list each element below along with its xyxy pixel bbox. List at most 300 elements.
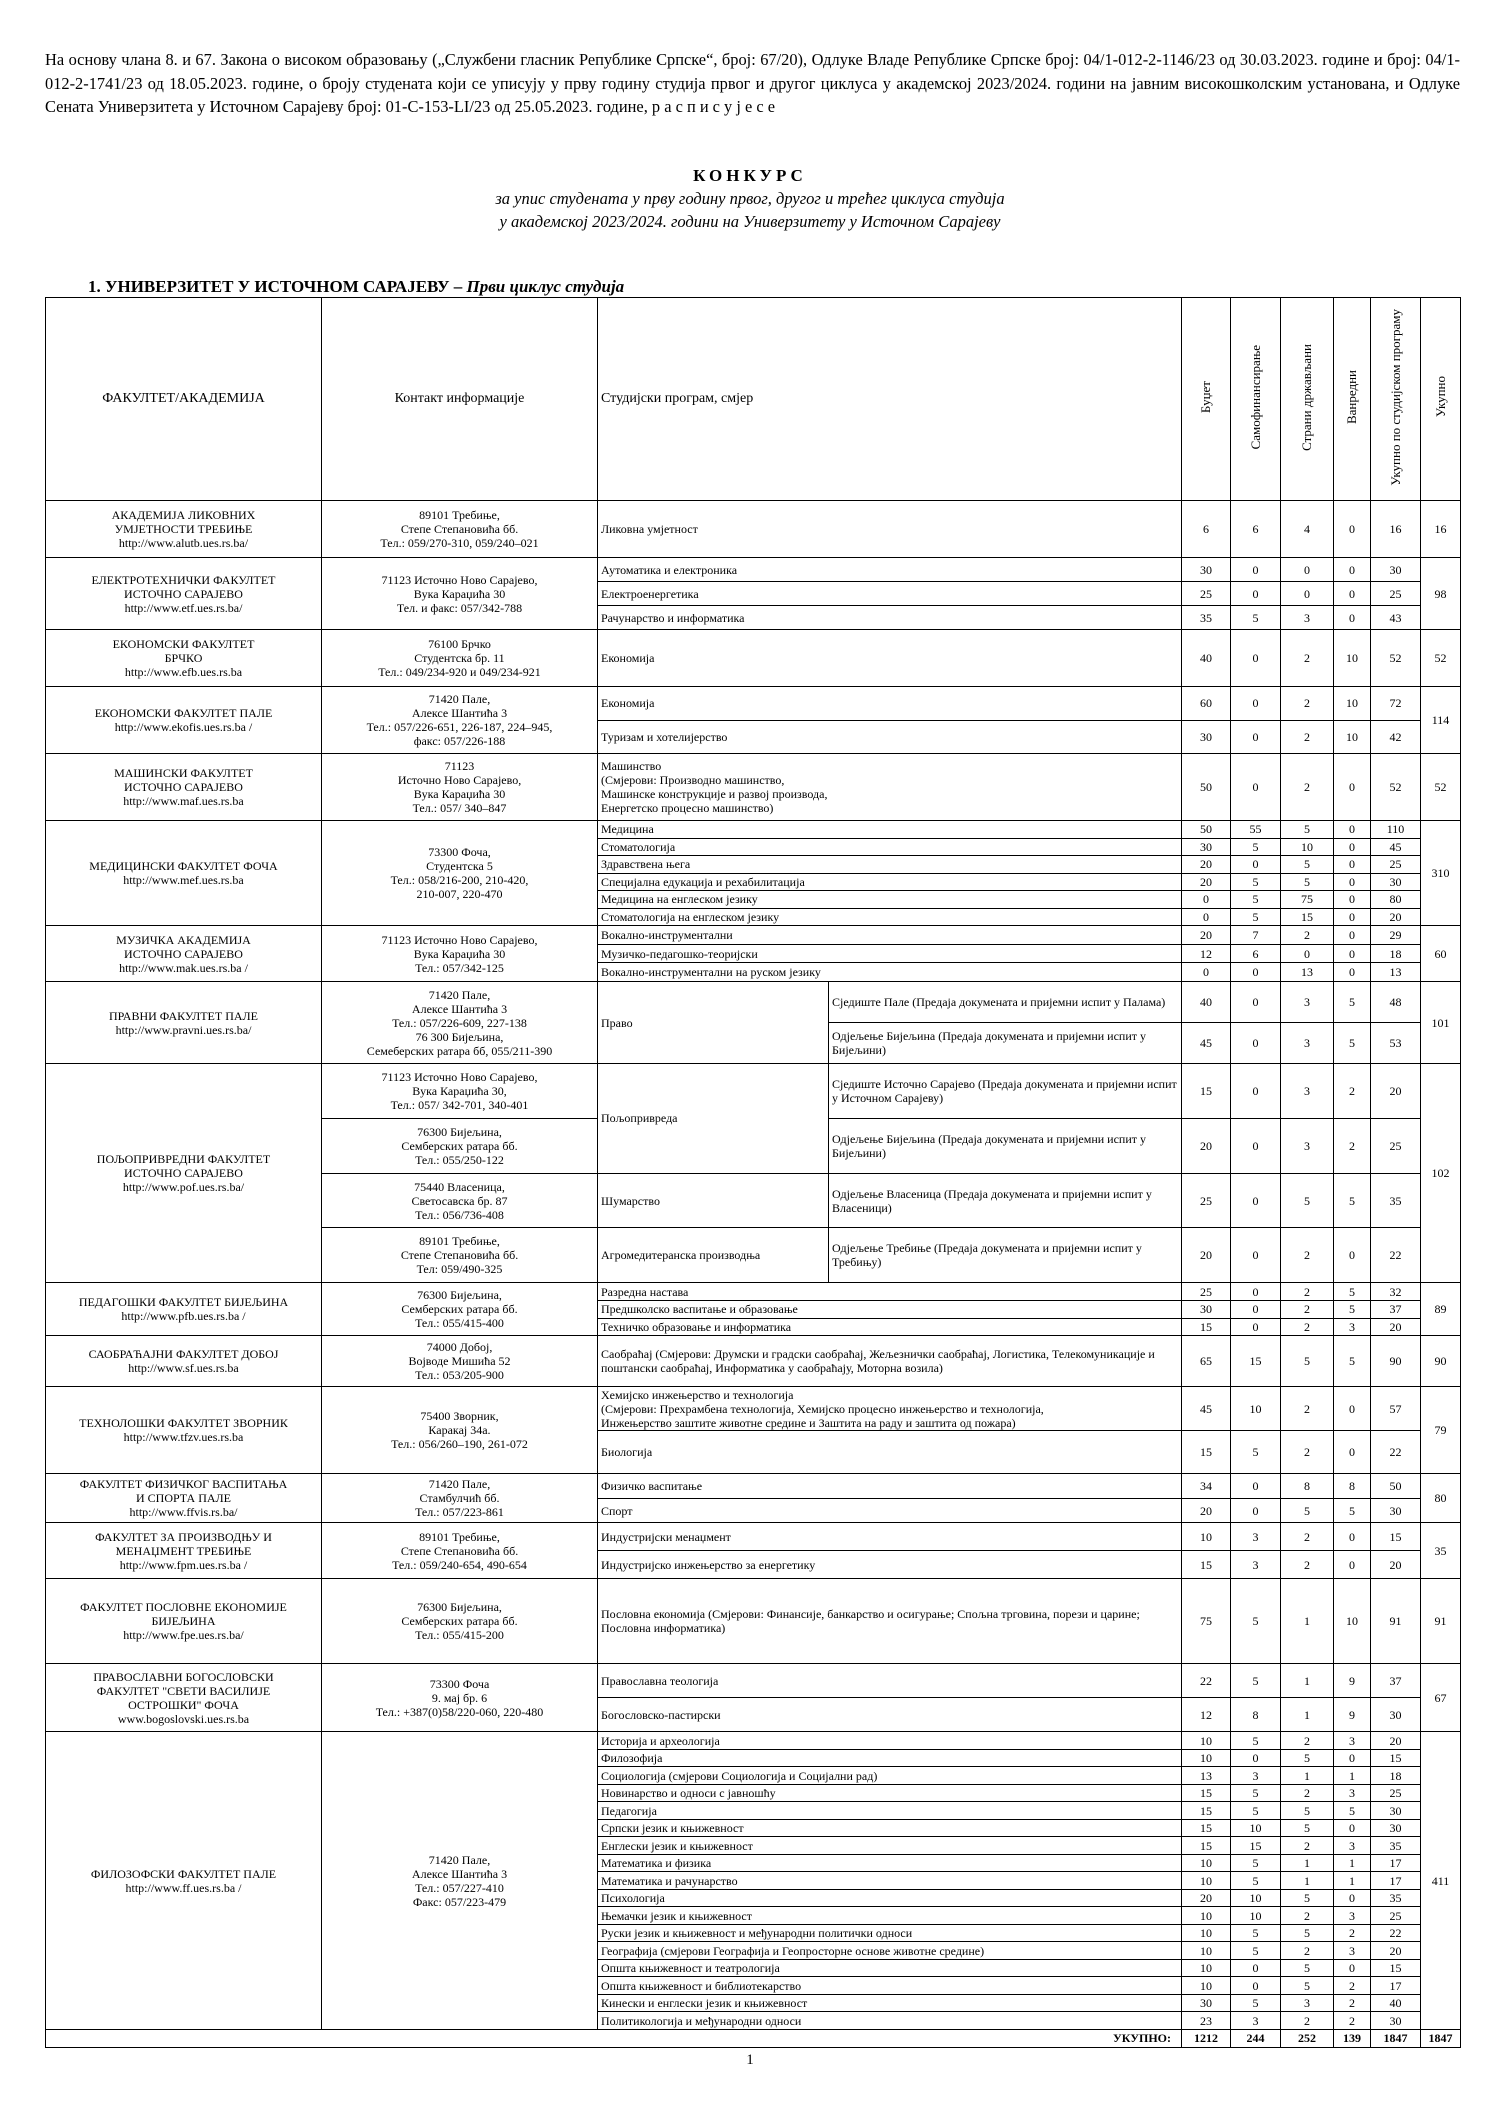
study-program: Агромедитеранска производња	[598, 1228, 829, 1283]
program-total-count: 17	[1371, 1872, 1421, 1890]
program-total-count: 30	[1371, 1498, 1421, 1523]
study-program: Индустријски менаџмент	[598, 1523, 1182, 1551]
study-program: Њемачки језик и књижевност	[598, 1907, 1182, 1925]
table-row	[46, 1664, 1461, 1698]
faculty-total: 91	[1421, 1579, 1461, 1664]
program-total-count: 30	[1371, 1698, 1421, 1732]
self-financing-count: 0	[1231, 1474, 1281, 1499]
part-time-count: 5	[1334, 1173, 1371, 1228]
part-time-count: 3	[1334, 1942, 1371, 1960]
program-total-count: 52	[1371, 754, 1421, 821]
self-financing-count: 0	[1231, 1749, 1281, 1767]
faculty-total: 52	[1421, 630, 1461, 687]
study-program: Православна теологија	[598, 1664, 1182, 1698]
foreign-count: 3	[1281, 1118, 1334, 1173]
self-financing-count: 5	[1231, 838, 1281, 856]
budget-count: 50	[1182, 754, 1231, 821]
part-time-count: 2	[1334, 1994, 1371, 2012]
foreign-count: 5	[1281, 1959, 1334, 1977]
budget-count: 40	[1182, 630, 1231, 687]
document-subtitle: за упис студената у прву годину првог, другог и трећег циклуса студија	[495, 189, 1005, 208]
header-contact: Контакт информације	[322, 298, 598, 501]
header-self-financing	[1231, 298, 1281, 501]
self-financing-count: 5	[1231, 1664, 1281, 1698]
part-time-count: 0	[1334, 821, 1371, 839]
study-program: Богословско-пастирски	[598, 1698, 1182, 1732]
study-program: Историја и археологија	[598, 1732, 1182, 1750]
intro-paragraph: На основу члана 8. и 67. Закона о високом образовању („Службени гласник Републике Српске“, број: 67/20), Одлуке Владе Републике Српске број: 04/1-012-2-1146/23 од 30.03.2023. године и број: 04/1-012-2-1741/23 од 18.05.2023. године, о броју студената који се уписују у прву годину студија првог и другог циклуса у академској 2023/2024. години на јавним високошколским установана, и Одлуке Сената Универзитета у Источном Сарајеву број: 01-С-153-LI/23 од 25.05.2023. године, р а с п и с у ј е с е	[45, 50, 1460, 116]
faculty-name: ФИЛОЗОФСКИ ФАКУЛТЕТ ПАЛЕ http://www.ff.ues.rs.ba /	[46, 1732, 322, 2030]
study-program: Енглески језик и књижевност	[598, 1837, 1182, 1855]
contact-info: 71123 Источно Ново Сарајево, Вука Караџића 30, Тел.: 057/ 342-701, 340-401	[322, 1064, 598, 1119]
part-time-count: 0	[1334, 1819, 1371, 1837]
self-financing-count: 3	[1231, 1523, 1281, 1551]
self-financing-count: 10	[1231, 1387, 1281, 1431]
study-program: Општа књижевност и театрологија	[598, 1959, 1182, 1977]
part-time-count: 5	[1334, 1300, 1371, 1318]
table-row	[46, 1732, 1461, 1750]
budget-count: 20	[1182, 926, 1231, 945]
part-time-count: 0	[1334, 1387, 1371, 1431]
budget-count: 15	[1182, 1064, 1231, 1119]
budget-count: 10	[1182, 1942, 1231, 1960]
self-financing-count: 8	[1231, 1698, 1281, 1732]
study-program: Руски језик и књижевност и међународни политички односи	[598, 1924, 1182, 1942]
self-financing-count: 15	[1231, 1837, 1281, 1855]
faculty-total: 102	[1421, 1064, 1461, 1283]
program-total-count: 30	[1371, 1819, 1421, 1837]
program-branch: Одјељење Требиње (Предаја докумената и пријемни испит у Требињу)	[829, 1228, 1182, 1283]
foreign-count: 15	[1281, 908, 1334, 926]
faculty-name: ТЕХНОЛОШКИ ФАКУЛТЕТ ЗВОРНИК http://www.tfzv.ues.rs.ba	[46, 1387, 322, 1474]
study-program: Специјална едукација и рехабилитација	[598, 873, 1182, 891]
self-financing-count: 6	[1231, 944, 1281, 963]
study-program: Психологија	[598, 1889, 1182, 1907]
program-total-count: 53	[1371, 1023, 1421, 1064]
faculty-total: 411	[1421, 1732, 1461, 2030]
faculty-total: 89	[1421, 1283, 1461, 1336]
self-financing-count: 0	[1231, 856, 1281, 874]
foreign-count: 2	[1281, 1551, 1334, 1579]
foreign-count: 2	[1281, 720, 1334, 754]
budget-count: 20	[1182, 856, 1231, 874]
budget-count: 40	[1182, 982, 1231, 1023]
contact-info: 74000 Добој, Војводе Мишића 52 Тел.: 053/205-900	[322, 1336, 598, 1387]
foreign-count: 2	[1281, 926, 1334, 945]
study-program: Економија	[598, 630, 1182, 687]
self-financing-count: 3	[1231, 2012, 1281, 2030]
program-total-count: 37	[1371, 1664, 1421, 1698]
budget-count: 15	[1182, 1784, 1231, 1802]
part-time-count: 0	[1334, 944, 1371, 963]
faculty-total: 35	[1421, 1523, 1461, 1579]
contact-info: 71420 Пале, Стамбулчић бб. Тел.: 057/223-861	[322, 1474, 598, 1523]
part-time-count: 10	[1334, 687, 1371, 721]
budget-count: 30	[1182, 720, 1231, 754]
program-branch: Одјељење Бијељина (Предаја докумената и пријемни испит у Бијељини)	[829, 1023, 1182, 1064]
self-financing-count: 5	[1231, 1802, 1281, 1820]
part-time-count: 3	[1334, 1784, 1371, 1802]
faculty-name: САОБРАЋАЈНИ ФАКУЛТЕТ ДОБОЈ http://www.sf.ues.rs.ba	[46, 1336, 322, 1387]
study-program: Вокално-инструментални	[598, 926, 1182, 945]
study-program: Биологија	[598, 1430, 1182, 1474]
table-row	[46, 1523, 1461, 1551]
self-financing-count: 5	[1231, 1579, 1281, 1664]
part-time-count: 2	[1334, 1064, 1371, 1119]
contact-info: 75400 Зворник, Каракај 34а. Тел.: 056/260–190, 261-072	[322, 1387, 598, 1474]
study-program: Машинство (Смјерови: Производно машинство, Машинске конструкције и развој производа, Енергетско процесно машинство)	[598, 754, 1182, 821]
part-time-count: 1	[1334, 1872, 1371, 1890]
self-financing-count: 5	[1231, 1430, 1281, 1474]
faculty-name: ПРАВНИ ФАКУЛТЕТ ПАЛЕ http://www.pravni.ues.rs.ba/	[46, 982, 322, 1064]
self-financing-count: 5	[1231, 1854, 1281, 1872]
study-program: Пословна економија (Смјерови: Финансије, банкарство и осигурање; Спољна трговина, порези и царине; Пословна информатика)	[598, 1579, 1182, 1664]
contact-info: 89101 Требиње, Степе Степановића бб. Тел.: 059/270-310, 059/240–021	[322, 501, 598, 558]
self-financing-count: 10	[1231, 1819, 1281, 1837]
faculty-total: 79	[1421, 1387, 1461, 1474]
foreign-count: 2	[1281, 1318, 1334, 1336]
contact-info: 89101 Требиње, Степе Степановића бб. Тел: 059/490-325	[322, 1228, 598, 1283]
program-total-count: 30	[1371, 2012, 1421, 2030]
part-time-count: 2	[1334, 1977, 1371, 1995]
budget-count: 45	[1182, 1023, 1231, 1064]
study-program: Медицина на енглеском језику	[598, 891, 1182, 909]
contact-info: 76300 Бијељина, Семберских ратара бб. Тел.: 055/250-122	[322, 1118, 598, 1173]
budget-count: 25	[1182, 1173, 1231, 1228]
self-financing-count: 10	[1231, 1907, 1281, 1925]
part-time-count: 2	[1334, 1924, 1371, 1942]
part-time-count: 0	[1334, 501, 1371, 558]
table-row	[46, 1474, 1461, 1499]
foreign-count: 75	[1281, 891, 1334, 909]
budget-count: 15	[1182, 1551, 1231, 1579]
study-program: Географија (смјерови Географија и Геопросторне основе животне средине)	[598, 1942, 1182, 1960]
program-total-count: 25	[1371, 1118, 1421, 1173]
foreign-count: 2	[1281, 1283, 1334, 1301]
part-time-count: 5	[1334, 1498, 1371, 1523]
foreign-count: 1	[1281, 1854, 1334, 1872]
part-time-count: 10	[1334, 720, 1371, 754]
self-financing-count: 5	[1231, 891, 1281, 909]
budget-count: 25	[1182, 582, 1231, 606]
faculty-name: ЕКОНОМСКИ ФАКУЛТЕТ БРЧКО http://www.efb.ues.rs.ba	[46, 630, 322, 687]
part-time-count: 0	[1334, 926, 1371, 945]
header-total	[1421, 298, 1461, 501]
header-program-total	[1371, 298, 1421, 501]
foreign-count: 2	[1281, 1784, 1334, 1802]
part-time-count: 0	[1334, 1749, 1371, 1767]
budget-count: 10	[1182, 1732, 1231, 1750]
self-financing-sum: 244	[1231, 2029, 1281, 2047]
table-row	[46, 1283, 1461, 1301]
faculty-name: МУЗИЧКА АКАДЕМИЈА ИСТОЧНО САРАЈЕВО http://www.mak.ues.rs.ba /	[46, 926, 322, 982]
part-time-count: 0	[1334, 606, 1371, 630]
foreign-count: 1	[1281, 1664, 1334, 1698]
study-program: Политикологија и међународни односи	[598, 2012, 1182, 2030]
budget-count: 23	[1182, 2012, 1231, 2030]
study-program: Индустријско инжењерство за енергетику	[598, 1551, 1182, 1579]
page-number: 1	[746, 2052, 754, 2068]
self-financing-count: 0	[1231, 963, 1281, 982]
budget-count: 50	[1182, 821, 1231, 839]
budget-count: 15	[1182, 1837, 1231, 1855]
self-financing-count: 3	[1231, 1551, 1281, 1579]
faculty-total: 98	[1421, 558, 1461, 630]
header-program: Студијски програм, смјер	[598, 298, 1182, 501]
self-financing-count: 5	[1231, 1872, 1281, 1890]
foreign-count: 3	[1281, 1064, 1334, 1119]
self-financing-count: 0	[1231, 1318, 1281, 1336]
program-total-count: 37	[1371, 1300, 1421, 1318]
faculty-total: 80	[1421, 1474, 1461, 1523]
part-time-count: 5	[1334, 1336, 1371, 1387]
program-total-count: 20	[1371, 1942, 1421, 1960]
budget-count: 12	[1182, 944, 1231, 963]
part-time-count: 0	[1334, 1430, 1371, 1474]
part-time-count: 2	[1334, 1118, 1371, 1173]
part-time-count: 8	[1334, 1474, 1371, 1499]
contact-info: 73300 Фоча 9. мај бр. 6 Тел.: +387(0)58/220-060, 220-480	[322, 1664, 598, 1732]
part-time-count: 3	[1334, 1318, 1371, 1336]
foreign-count: 0	[1281, 944, 1334, 963]
part-time-count: 5	[1334, 982, 1371, 1023]
header-foreign-label: Страни држављани	[1299, 343, 1315, 451]
faculty-total: 114	[1421, 687, 1461, 754]
study-program: Физичко васпитање	[598, 1474, 1182, 1499]
study-program: Саобраћај (Смјерови: Друмски и градски саобраћај, Жељезнички саобраћај, Логистика, Телекомуникације и поштански саобраћај, Информатика у саобраћају, Моторна возила)	[598, 1336, 1182, 1387]
budget-count: 75	[1182, 1579, 1231, 1664]
faculty-total: 60	[1421, 926, 1461, 982]
part-time-count: 0	[1334, 1228, 1371, 1283]
self-financing-count: 0	[1231, 630, 1281, 687]
faculty-name: ФАКУЛТЕТ ПОСЛОВНЕ ЕКОНОМИЈЕ БИЈЕЉИНА http://www.fpe.ues.rs.ba/	[46, 1579, 322, 1664]
budget-count: 20	[1182, 1118, 1231, 1173]
foreign-count: 5	[1281, 1924, 1334, 1942]
foreign-count: 3	[1281, 1023, 1334, 1064]
program-total-count: 15	[1371, 1959, 1421, 1977]
study-program: Филозофија	[598, 1749, 1182, 1767]
foreign-count: 2	[1281, 1387, 1334, 1431]
contact-info: 89101 Требиње, Степе Степановића бб. Тел.: 059/240-654, 490-654	[322, 1523, 598, 1579]
study-program: Електроенергетика	[598, 582, 1182, 606]
faculty-total: 90	[1421, 1336, 1461, 1387]
table-row	[46, 821, 1461, 839]
program-total-count: 22	[1371, 1430, 1421, 1474]
study-program: Аутоматика и електроника	[598, 558, 1182, 582]
part-time-count: 0	[1334, 873, 1371, 891]
budget-count: 34	[1182, 1474, 1231, 1499]
faculty-name: ПРАВОСЛАВНИ БОГОСЛОВСКИ ФАКУЛТЕТ "СВЕТИ ВАСИЛИЈЕ ОСТРОШКИ" ФОЧА www.bogoslovski.ues.rs.ba	[46, 1664, 322, 1732]
program-total-count: 20	[1371, 1732, 1421, 1750]
table-row	[46, 1387, 1461, 1431]
program-total-count: 13	[1371, 963, 1421, 982]
study-program: Шумарство	[598, 1173, 829, 1228]
totals-row	[46, 2029, 1461, 2047]
contact-info: 75440 Власеница, Светосавска бр. 87 Тел.: 056/736-408	[322, 1173, 598, 1228]
budget-count: 30	[1182, 558, 1231, 582]
self-financing-count: 5	[1231, 1942, 1281, 1960]
document-subtitle: у академској 2023/2024. години на Универзитету у Источном Сарајеву	[499, 212, 1001, 231]
contact-info: 76300 Бијељина, Семберских ратара бб. Тел.: 055/415-400	[322, 1283, 598, 1336]
program-total-count: 91	[1371, 1579, 1421, 1664]
program-total-count: 80	[1371, 891, 1421, 909]
budget-count: 0	[1182, 891, 1231, 909]
header-parttime-label: Ванредни	[1344, 369, 1360, 425]
part-time-count: 0	[1334, 1523, 1371, 1551]
foreign-count: 2	[1281, 687, 1334, 721]
program-total-count: 110	[1371, 821, 1421, 839]
program-total-count: 57	[1371, 1387, 1421, 1431]
foreign-count: 5	[1281, 1889, 1334, 1907]
part-time-count: 0	[1334, 1551, 1371, 1579]
program-total-count: 30	[1371, 873, 1421, 891]
part-time-count: 3	[1334, 1907, 1371, 1925]
part-time-count: 0	[1334, 963, 1371, 982]
foreign-count: 5	[1281, 856, 1334, 874]
program-total-count: 90	[1371, 1336, 1421, 1387]
study-program: Пољопривреда	[598, 1064, 829, 1174]
budget-count: 20	[1182, 1228, 1231, 1283]
header-faculty: ФАКУЛТЕТ/АКАДЕМИЈА	[46, 298, 322, 501]
foreign-count: 1	[1281, 1872, 1334, 1890]
faculty-name: ПОЉОПРИВРЕДНИ ФАКУЛТЕТ ИСТОЧНО САРАЈЕВО http://www.pof.ues.rs.ba/	[46, 1064, 322, 1283]
study-program: Математика и физика	[598, 1854, 1182, 1872]
part-time-count: 5	[1334, 1023, 1371, 1064]
table-row	[46, 558, 1461, 582]
faculty-name: ПЕДАГОШКИ ФАКУЛТЕТ БИЈЕЉИНА http://www.pfb.ues.rs.ba /	[46, 1283, 322, 1336]
foreign-count: 2	[1281, 1907, 1334, 1925]
program-total-count: 25	[1371, 1784, 1421, 1802]
budget-count: 30	[1182, 838, 1231, 856]
foreign-count: 2	[1281, 630, 1334, 687]
contact-info: 71420 Пале, Алексе Шантића 3 Тел.: 057/226-609, 227-138 76 300 Бијељина, Семеберских ратара бб, 055/211-390	[322, 982, 598, 1064]
program-total-count: 29	[1371, 926, 1421, 945]
budget-count: 6	[1182, 501, 1231, 558]
part-time-count: 0	[1334, 908, 1371, 926]
table-row	[46, 926, 1461, 945]
program-branch: Одјељење Власеница (Предаја докумената и пријемни испит у Власеници)	[829, 1173, 1182, 1228]
contact-info: 71123 Источно Ново Сарајево, Вука Караџића 30 Тел. и факс: 057/342-788	[322, 558, 598, 630]
budget-count: 45	[1182, 1387, 1231, 1431]
contact-info: 76100 Брчко Студентска бр. 11 Тел.: 049/234-920 и 049/234-921	[322, 630, 598, 687]
budget-count: 20	[1182, 1498, 1231, 1523]
table-row	[46, 1064, 1461, 1119]
part-time-count: 0	[1334, 838, 1371, 856]
foreign-count: 5	[1281, 1802, 1334, 1820]
study-program: Техничко образовање и информатика	[598, 1318, 1182, 1336]
study-program: Медицина	[598, 821, 1182, 839]
program-total-count: 16	[1371, 501, 1421, 558]
study-program: Ликовна умјетност	[598, 501, 1182, 558]
program-total-count: 22	[1371, 1924, 1421, 1942]
budget-count: 15	[1182, 1802, 1231, 1820]
foreign-count: 2	[1281, 2012, 1334, 2030]
foreign-count: 5	[1281, 1749, 1334, 1767]
self-financing-count: 5	[1231, 1732, 1281, 1750]
program-total-count: 22	[1371, 1228, 1421, 1283]
foreign-count: 1	[1281, 1767, 1334, 1785]
foreign-count: 2	[1281, 1732, 1334, 1750]
part-time-count: 0	[1334, 891, 1371, 909]
program-total-count: 15	[1371, 1749, 1421, 1767]
faculty-name: ЕЛЕКТРОТЕХНИЧКИ ФАКУЛТЕТ ИСТОЧНО САРАЈЕВО http://www.etf.ues.rs.ba/	[46, 558, 322, 630]
header-foreign	[1281, 298, 1334, 501]
study-program: Туризам и хотелијерство	[598, 720, 1182, 754]
self-financing-count: 7	[1231, 926, 1281, 945]
part-time-sum: 139	[1334, 2029, 1371, 2047]
budget-count: 22	[1182, 1664, 1231, 1698]
study-program: Предшколско васпитање и образовање	[598, 1300, 1182, 1318]
program-total-count: 17	[1371, 1977, 1421, 1995]
budget-count: 20	[1182, 1889, 1231, 1907]
part-time-count: 3	[1334, 1732, 1371, 1750]
program-total-count: 18	[1371, 944, 1421, 963]
foreign-count: 13	[1281, 963, 1334, 982]
self-financing-count: 0	[1231, 754, 1281, 821]
part-time-count: 0	[1334, 582, 1371, 606]
contact-info: 71420 Пале, Алексе Шантића 3 Тел.: 057/227-410 Факс: 057/223-479	[322, 1732, 598, 2030]
study-program: Новинарство и односи с јавношћу	[598, 1784, 1182, 1802]
faculty-total: 310	[1421, 821, 1461, 926]
part-time-count: 1	[1334, 1767, 1371, 1785]
self-financing-count: 0	[1231, 687, 1281, 721]
budget-count: 15	[1182, 1430, 1231, 1474]
faculty-total: 16	[1421, 501, 1461, 558]
program-branch: Сједиште Источно Сарајево (Предаја докумената и пријемни испит у Источном Сарајеву)	[829, 1064, 1182, 1119]
foreign-count: 3	[1281, 606, 1334, 630]
program-total-count: 32	[1371, 1283, 1421, 1301]
part-time-count: 2	[1334, 2012, 1371, 2030]
self-financing-count: 5	[1231, 1924, 1281, 1942]
program-total-count: 35	[1371, 1173, 1421, 1228]
contact-info: 73300 Фоча, Студентска 5 Тел.: 058/216-200, 210-420, 210-007, 220-470	[322, 821, 598, 926]
contact-info: 71420 Пале, Алексе Шантића 3 Тел.: 057/226-651, 226-187, 224–945, факс: 057/226-188	[322, 687, 598, 754]
table-row	[46, 1336, 1461, 1387]
study-program: Кинески и енглески језик и књижевност	[598, 1994, 1182, 2012]
foreign-count: 5	[1281, 873, 1334, 891]
program-total-count: 17	[1371, 1854, 1421, 1872]
self-financing-count: 0	[1231, 558, 1281, 582]
study-program: Право	[598, 982, 829, 1064]
part-time-count: 0	[1334, 754, 1371, 821]
header-budget	[1182, 298, 1231, 501]
budget-count: 10	[1182, 1924, 1231, 1942]
foreign-count: 3	[1281, 982, 1334, 1023]
part-time-count: 1	[1334, 1854, 1371, 1872]
program-total-count: 72	[1371, 687, 1421, 721]
program-total-count: 20	[1371, 1551, 1421, 1579]
self-financing-count: 5	[1231, 873, 1281, 891]
budget-count: 10	[1182, 1523, 1231, 1551]
program-total-count: 25	[1371, 582, 1421, 606]
foreign-count: 2	[1281, 1228, 1334, 1283]
foreign-count: 0	[1281, 582, 1334, 606]
self-financing-count: 15	[1231, 1336, 1281, 1387]
self-financing-count: 5	[1231, 908, 1281, 926]
document-title: КОНКУРС	[693, 166, 807, 185]
contact-info: 71123 Источно Ново Сарајево, Вука Караџића 30 Тел.: 057/342-125	[322, 926, 598, 982]
program-total-count: 15	[1371, 1523, 1421, 1551]
study-program: Музичко-педагошко-теоријски	[598, 944, 1182, 963]
faculty-name: МАШИНСКИ ФАКУЛТЕТ ИСТОЧНО САРАЈЕВО http://www.maf.ues.rs.ba	[46, 754, 322, 821]
part-time-count: 3	[1334, 1837, 1371, 1855]
budget-count: 20	[1182, 873, 1231, 891]
program-total-count: 20	[1371, 1064, 1421, 1119]
table-row	[46, 687, 1461, 721]
self-financing-count: 6	[1231, 501, 1281, 558]
foreign-count: 5	[1281, 821, 1334, 839]
self-financing-count: 5	[1231, 606, 1281, 630]
